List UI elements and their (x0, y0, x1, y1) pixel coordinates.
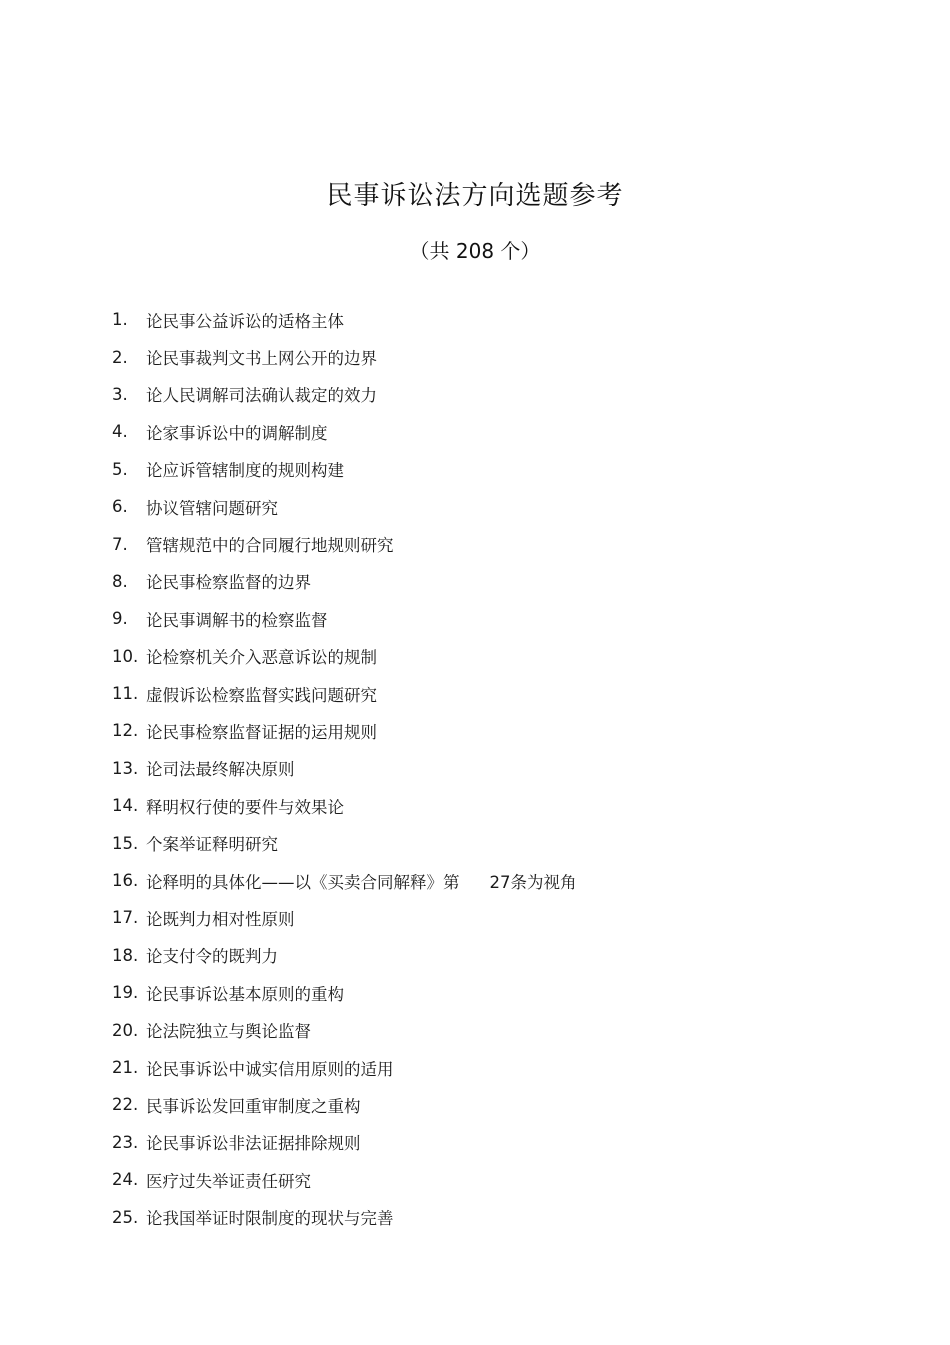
item-number: 12. (112, 721, 139, 741)
item-text: 论应诉管辖制度的规则构建 (146, 461, 344, 481)
list-item (112, 787, 832, 824)
list-item (112, 563, 832, 600)
item-number: 9. (112, 609, 128, 629)
list-item (112, 413, 832, 450)
list-item (112, 1198, 832, 1235)
item-number: 17. (112, 908, 139, 928)
list-item (112, 974, 832, 1011)
list-item (112, 451, 832, 488)
item-text: 论我国举证时限制度的现状与完善 (146, 1209, 394, 1229)
item-text: 论人民调解司法确认裁定的效力 (146, 386, 377, 406)
list-item (112, 1161, 832, 1198)
list-item (112, 338, 832, 375)
list-item (112, 1086, 832, 1123)
list-item (112, 1049, 832, 1086)
item-text: 虚假诉讼检察监督实践问题研究 (146, 685, 377, 705)
list-item (112, 824, 832, 861)
list-item (112, 1011, 832, 1048)
item-text: 论支付令的既判力 (146, 947, 278, 967)
item-number: 10. (112, 646, 139, 666)
item-number: 5. (112, 459, 128, 479)
item-text: 论民事诉讼非法证据排除规则 (146, 1134, 361, 1154)
item-number: 14. (112, 796, 139, 816)
item-text: 医疗过失举证责任研究 (146, 1171, 311, 1191)
item-number: 11. (112, 684, 139, 704)
list-item (112, 712, 832, 749)
item-number: 8. (112, 571, 128, 591)
list-item (112, 675, 832, 712)
list-item (112, 376, 832, 413)
item-text: 协议管辖问题研究 (146, 498, 278, 518)
list-item (112, 899, 832, 936)
item-text: 个案举证释明研究 (146, 835, 278, 855)
topic-count: （共 208 个） (409, 239, 541, 263)
list-item (112, 638, 832, 675)
item-number: 21. (112, 1058, 139, 1077)
item-number: 2. (112, 347, 128, 367)
item-number: 7. (112, 534, 128, 554)
item-text: 论民事裁判文书上网公开的边界 (146, 349, 377, 369)
item-text: 论家事诉讼中的调解制度 (146, 423, 328, 443)
item-number: 1. (112, 310, 128, 330)
item-text-tail: 27条为视角 (489, 872, 577, 892)
item-number: 16. (112, 871, 139, 891)
list-item (112, 937, 832, 974)
list-item (112, 525, 832, 562)
item-text: 论民事诉讼中诚实信用原则的适用 (146, 1059, 394, 1079)
list-item (112, 488, 832, 525)
list-item (112, 301, 832, 338)
item-text: 论司法最终解决原则 (146, 760, 295, 780)
item-text: 论民事诉讼基本原则的重构 (146, 984, 344, 1004)
item-number: 23. (112, 1132, 139, 1152)
item-number: 4. (112, 422, 128, 442)
topic-list (112, 301, 832, 1236)
item-text: 论民事检察监督证据的运用规则 (146, 722, 377, 742)
item-number: 19. (112, 983, 139, 1003)
item-text: 论检察机关介入恶意诉讼的规制 (146, 648, 377, 668)
item-number: 20. (112, 1020, 139, 1040)
item-text: 论民事调解书的检察监督 (146, 610, 328, 630)
page-title: 民事诉讼法方向选题参考 (326, 181, 624, 211)
item-text: 论民事检察监督的边界 (146, 573, 311, 593)
item-text: 释明权行使的要件与效果论 (146, 797, 344, 817)
list-item (112, 750, 832, 787)
list-item (112, 1124, 832, 1161)
item-number: 15. (112, 833, 139, 853)
item-text: 论法院独立与舆论监督 (146, 1022, 311, 1042)
list-item (112, 600, 832, 637)
item-text: 管辖规范中的合同履行地规则研究 (146, 536, 394, 556)
item-number: 24. (112, 1170, 139, 1190)
item-text: 民事诉讼发回重审制度之重构 (146, 1096, 361, 1116)
item-text: 论民事公益诉讼的适格主体 (146, 311, 344, 331)
item-text: 论释明的具体化——以《买卖合同解释》第 (146, 872, 460, 892)
item-text: 论既判力相对性原则 (146, 909, 295, 929)
item-number: 3. (112, 384, 128, 404)
item-number: 6. (112, 497, 128, 517)
item-number: 25. (112, 1207, 139, 1227)
item-number: 22. (112, 1095, 139, 1115)
item-number: 18. (112, 945, 139, 965)
list-item (112, 862, 832, 899)
item-number: 13. (112, 758, 139, 778)
